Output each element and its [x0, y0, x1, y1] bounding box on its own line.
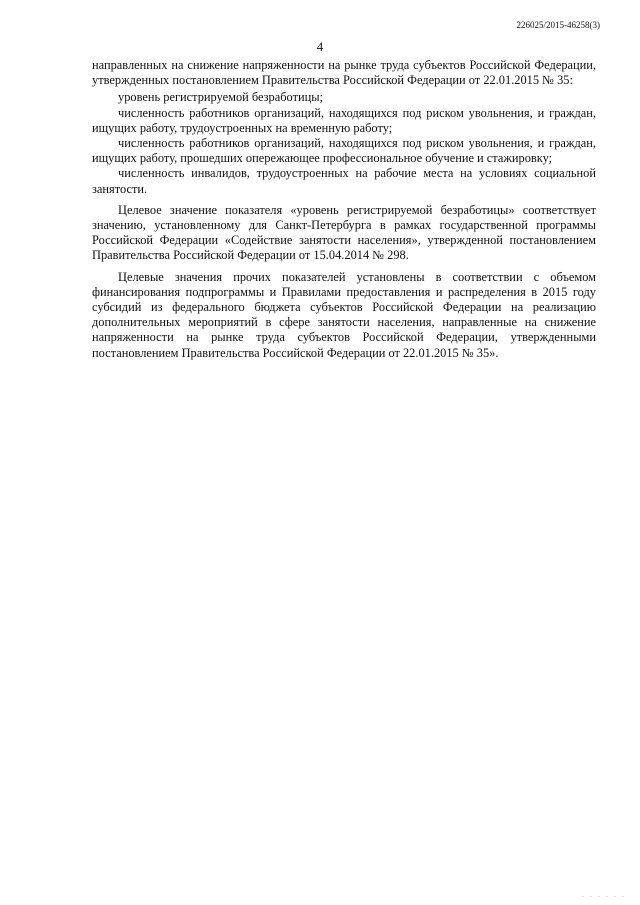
paragraph-other-targets: Целевые значения прочих показателей установлены в соответствии с объемом финансирования подпрограммы и Правилами предоставления и распределения в 2015 году субсидий из федерального бюджета субъектов Российской Федерации на реализацию дополнительных мероприятий в сфере занятости населения, направленные на снижение напряженности на рынке труда субъектов Российской Федерации, утвержденными постановлением Правительства Российской Федерации от 22.01.2015 № 35».: [92, 269, 596, 360]
document-body: [92, 58, 596, 361]
scan-artifact: . . . . . .: [582, 890, 626, 899]
document-id: 226025/2015-46258(3): [516, 20, 600, 30]
paragraph-intro: направленных на снижение напряженности на рынке труда субъектов Российской Федерации, утвержденных постановлением Правительства Российской Федерации от 22.01.2015 № 35:: [92, 58, 596, 88]
list-item-disabled-employment: численность инвалидов, трудоустроенных на рабочие места на условиях социальной занятости.: [92, 166, 596, 196]
list-item-temporary-employment: численность работников организаций, находящихся под риском увольнения, и граждан, ищущих работу, трудоустроенных на временную работу;: [92, 105, 596, 135]
page-number: 4: [316, 39, 324, 54]
list-item-unemployment-level: уровень регистрируемой безработицы;: [118, 90, 324, 105]
paragraph-target-unemployment: Целевое значение показателя «уровень регистрируемой безработицы» соответствует значению, установленному для Санкт-Петербурга в рамках государственной программы Российской Федерации «Содействие занятости населения», утвержденной постановлением Правительства Российской Федерации от 15.04.2014 № 298.: [92, 202, 596, 263]
list-item-advance-training: численность работников организаций, находящихся под риском увольнения, и граждан, ищущих работу, прошедших опережающее профессиональное обучение и стажировку;: [92, 136, 596, 166]
